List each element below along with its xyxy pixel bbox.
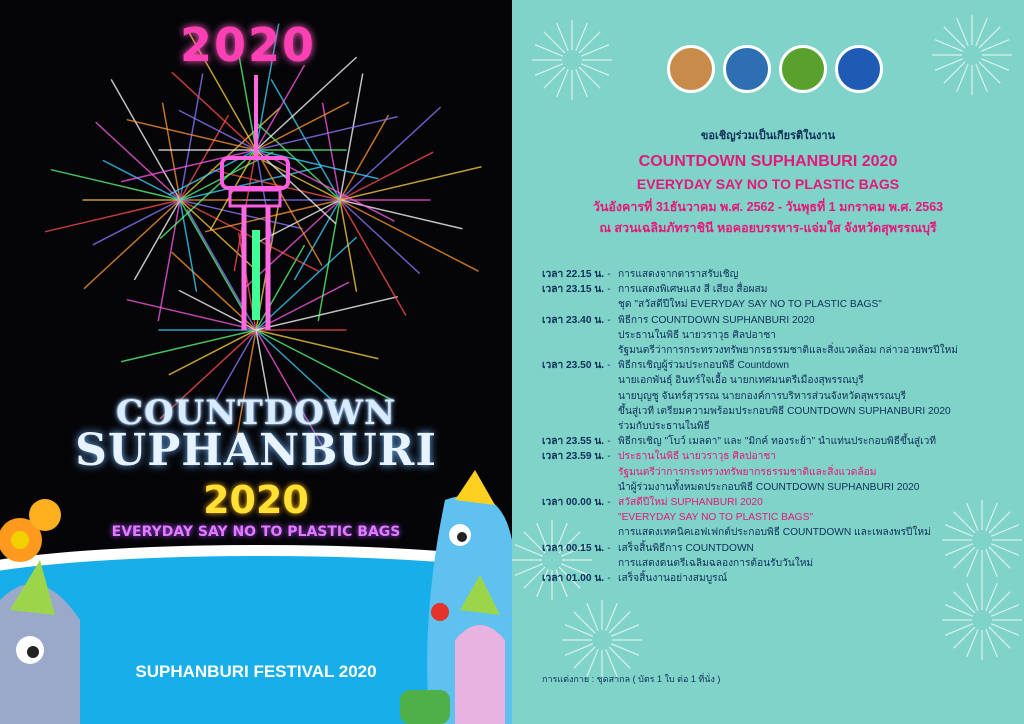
schedule-row [542,313,1012,359]
logo-badge [723,45,771,93]
schedule-dash: - [607,573,611,585]
schedule-time: เวลา 00.15 น. [542,542,605,554]
schedule-list [542,267,1012,586]
schedule-time: เวลา 23.59 น. [542,451,605,463]
event-title: COUNTDOWN SUPHANBURI 2020 [638,153,898,170]
schedule-row [542,282,1012,312]
schedule-line: "EVERYDAY SAY NO TO PLASTIC BAGS" [618,512,814,524]
logo-badge [835,45,883,93]
schedule-line: รัฐมนตรีว่าการกระทรวงทรัพยากรธรรมชาติและสิ่งแวดล้อม กล่าวอวยพรปีใหม่ [618,345,959,357]
dress-code: การแต่งกาย : ชุดสากล ( บัตร 1 ใบ ต่อ 1 ที่นั่ง ) [542,674,721,684]
schedule-row [542,267,1012,282]
schedule-line: การแสดงพิเศษแสง สี เสียง สื่อผสม [618,284,768,296]
logo-badge [667,45,715,93]
schedule-line: พิธีการ COUNTDOWN SUPHANBURI 2020 [618,314,815,326]
event-venue: ณ สวนเฉลิมภัทราชินี หอคอยบรรหาร-แจ่มใส จังหวัดสุพรรณบุรี [599,221,937,235]
schedule-time: เวลา 01.00 น. [542,573,605,585]
schedule-dash: - [607,314,611,326]
schedule-line: ขึ้นสู่เวที เตรียมความพร้อมประกอบพิธี COUNTDOWN SUPHANBURI 2020 [618,405,951,417]
schedule-line: นายเอกพันธุ์ อินทร์ใจเอื้อ นายกเทศมนตรีเมืองสุพรรณบุรี [618,375,864,387]
city-title: SUPHANBURI [75,425,437,476]
schedule-details [618,495,1012,541]
schedule-details [618,541,1012,571]
schedule-dash: - [607,284,611,296]
schedule-row [542,449,1012,495]
event-dates: วันอังคารที่ 31ธันวาคม พ.ศ. 2562 - วันพุธที่ 1 มกราคม พ.ศ. 2563 [592,200,944,214]
schedule-line: เสร็จสิ้นงานอย่างสมบูรณ์ [618,573,728,585]
schedule-dash: - [607,451,611,463]
schedule-line: สวัสดีปีใหม่ SUPHANBURI 2020 [618,497,763,509]
schedule-line: ร่วมกับประธานในพิธี [618,421,710,433]
schedule-line: พิธีกรเชิญผู้ร่วมประกอบพิธี Countdown [618,360,789,372]
schedule-details [618,358,1012,434]
schedule-line: ชุด "สวัสดีปีใหม่ EVERYDAY SAY NO TO PLASTIC BAGS" [618,299,882,311]
schedule-details [618,313,1012,359]
schedule-line: การแสดงจากดาราสรับเชิญ [618,269,739,280]
schedule-details [618,434,1012,449]
invite-text: ขอเชิญร่วมเป็นเกียรติในงาน [700,130,836,142]
schedule-row [542,541,1012,571]
schedule-time: เวลา 23.50 น. [542,360,605,372]
logo-badge [779,45,827,93]
schedule-time: เวลา 22.15 น. [542,269,605,280]
year-title: 2020 [180,18,317,72]
schedule-details [618,449,1012,495]
schedule-panel [512,0,1024,724]
schedule-row [542,434,1012,449]
schedule-line: เสร็จสิ้นพิธีการ COUNTDOWN [618,542,754,554]
schedule-dash: - [607,497,611,509]
schedule-line: รัฐมนตรีว่าการกระทรวงทรัพยากรธรรมชาติและสิ่งแวดล้อม [618,466,877,478]
schedule-line: พิธีกรเชิญ "โบว์ เมลดา" และ "มิกค์ ทองระย้า" นำแท่นประกอบพิธีขึ้นสู่เวที [618,436,937,448]
slogan-text: EVERYDAY SAY NO TO PLASTIC BAGS [111,524,401,540]
festival-label: SUPHANBURI FESTIVAL 2020 [135,662,377,681]
schedule-details [618,571,1012,586]
schedule-line: ประธานในพิธี นายวราวุธ ศิลปอาชา [618,451,777,463]
schedule-dash: - [607,360,611,372]
schedule-line: นำผู้ร่วมงานทั้งหมดประกอบพิธี COUNTDOWN SUPHANBURI 2020 [618,481,920,493]
schedule-dash: - [607,542,611,554]
schedule-time: เวลา 23.40 น. [542,314,605,326]
schedule-line: ประธานในพิธี นายวราวุธ ศิลปอาชา [618,329,777,341]
schedule-row [542,571,1012,586]
schedule-details [618,267,1012,282]
schedule-details [618,282,1012,312]
event-subtitle: EVERYDAY SAY NO TO PLASTIC BAGS [636,176,900,192]
schedule-dash: - [607,269,611,280]
year-text: 2020 [203,478,309,522]
schedule-time: เวลา 23.55 น. [542,436,605,448]
schedule-row [542,495,1012,541]
schedule-line: นายบุญชู จันทร์สุวรรณ นายกองค์การบริหารส่วนจังหวัดสุพรรณบุรี [618,390,906,402]
countdown-title: COUNTDOWN [115,393,397,433]
schedule-dash: - [607,436,611,448]
schedule-line: การแสดงเทคนิคเอฟเฟกต์ประกอบพิธี COUNTDOWN และเพลงพรปีใหม่ [618,527,931,539]
schedule-row [542,358,1012,434]
sponsor-logos [667,45,883,93]
schedule-time: เวลา 00.00 น. [542,497,605,509]
schedule-time: เวลา 23.15 น. [542,284,605,296]
schedule-line: การแสดงดนตรีเฉลิมฉลองการต้อนรับวันใหม่ [618,557,814,569]
